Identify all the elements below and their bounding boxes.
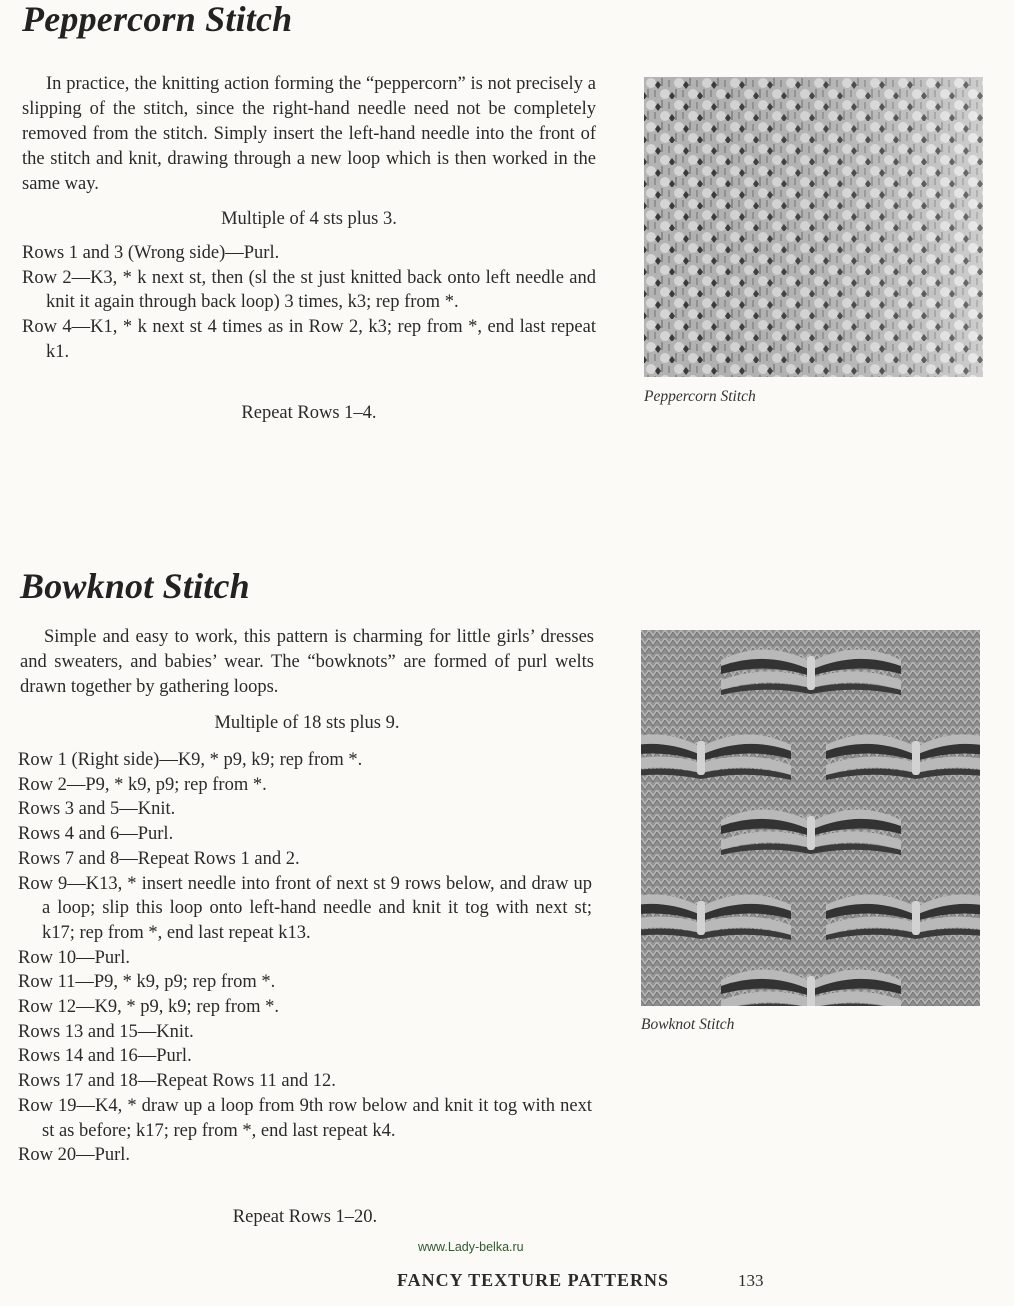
page-number: 133 (738, 1271, 764, 1290)
peppercorn-multiple: Multiple of 4 sts plus 3. (221, 209, 397, 229)
peppercorn-repeat: Repeat Rows 1–4. (241, 403, 377, 423)
bowknot-swatch-image (641, 630, 980, 1006)
peppercorn-image-caption: Peppercorn Stitch (644, 388, 756, 405)
instruction-row: Row 4—K1, * k next st 4 times as in Row 2, k3; rep from *, end last repeat k1. (22, 317, 596, 362)
instruction-row: Rows 17 and 18—Repeat Rows 11 and 12. (18, 1071, 336, 1092)
watermark-link[interactable]: www.Lady-belka.ru (418, 1240, 524, 1254)
instruction-row: Row 2—P9, * k9, p9; rep from *. (18, 774, 267, 795)
section-title-bowknot: Bowknot Stitch (20, 566, 250, 606)
instruction-row: Rows 1 and 3 (Wrong side)—Purl. (22, 243, 280, 263)
instruction-row: Rows 3 and 5—Knit. (18, 799, 176, 820)
instruction-row: Rows 14 and 16—Purl. (18, 1046, 192, 1067)
instruction-row: Row 2—K3, * k next st, then (sl the st just knitted back onto left needle and knit it again through back loop) 3 times, k3; rep from *. (22, 267, 596, 313)
instruction-row: Row 1 (Right side)—K9, * p9, k9; rep from *. (18, 750, 363, 770)
instruction-row: Rows 7 and 8—Repeat Rows 1 and 2. (18, 848, 300, 869)
section-title-peppercorn: Peppercorn Stitch (22, 0, 293, 39)
bowknot-image-caption: Bowknot Stitch (641, 1016, 735, 1033)
peppercorn-intro (22, 72, 596, 197)
bowknot-intro-text: Simple and easy to work, this pattern is charming for little girls’ dresses and sweaters, and babies’ wear. The “bowknots” are formed of purl welts drawn together by gathering loops. (20, 627, 594, 697)
instruction-row: Row 12—K9, * p9, k9; rep from *. (18, 997, 280, 1018)
bowknot-row-instructions (18, 748, 592, 1168)
bowknot-intro (20, 625, 594, 700)
chapter-footer: FANCY TEXTURE PATTERNS (397, 1270, 670, 1290)
instruction-row: Rows 13 and 15—Knit. (18, 1021, 194, 1042)
instruction-row: Row 20—Purl. (18, 1145, 131, 1166)
instruction-row: Row 9—K13, * insert needle into front of next st 9 rows below, and draw up a loop; slip this loop onto left-hand needle and knit it tog with next st; k17; rep from *, end last repeat k13. (18, 873, 592, 943)
bowknot-repeat: Repeat Rows 1–20. (232, 1207, 378, 1227)
instruction-row: Rows 4 and 6—Purl. (18, 824, 174, 845)
instruction-row: Row 19—K4, * draw up a loop from 9th row below and knit it tog with next st as before; k17; rep from *, end last repeat k4. (18, 1095, 592, 1141)
peppercorn-row-instructions (22, 241, 596, 365)
peppercorn-swatch-image (644, 77, 983, 377)
bowknot-multiple: Multiple of 18 sts plus 9. (214, 713, 400, 733)
instruction-row: Row 10—Purl. (18, 947, 131, 968)
instruction-row: Row 11—P9, * k9, p9; rep from *. (18, 972, 276, 993)
peppercorn-intro-text: In practice, the knitting action forming the “peppercorn” is not precisely a slipping of the stitch, since the right-hand needle need not be completely removed from the stitch. Simply insert the left-hand needle into the front of the stitch and knit, drawing through a new loop which is then worked in the same way. (22, 74, 596, 194)
